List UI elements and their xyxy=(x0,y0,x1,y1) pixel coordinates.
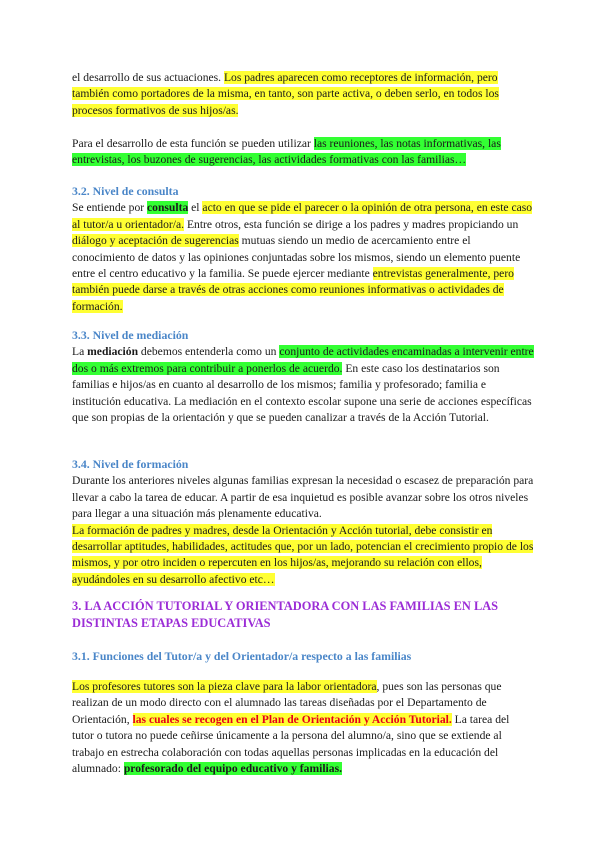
highlight-green: las reuniones, las notas informativas, las entrevistas, los buzones de sugerencias, las actividades formativas con las familias… xyxy=(72,137,501,167)
text: , pues son las personas que realizan de un modo directo con el alumnado las tareas diseñadas por el Departamento de Orientación, xyxy=(72,680,502,726)
text: La xyxy=(72,345,88,359)
section-heading: 3.1. Funciones del Tutor/a y del Orientador/a respecto a las familias xyxy=(72,649,412,663)
text: Se entiende por xyxy=(72,201,148,215)
section-heading: 3.4. Nivel de formación xyxy=(72,457,189,471)
section-heading: 3.2. Nivel de consulta xyxy=(72,184,179,198)
highlight-green: conjunto de actividades encaminadas a intervenir entre dos o más extremos para contribuir a ponerlos de acuerdo. xyxy=(72,345,534,375)
highlight-yellow: diálogo y aceptación de sugerencias xyxy=(72,234,239,248)
text: Para el desarrollo de esta función se pueden utilizar xyxy=(72,137,314,150)
text: Durante los anteriores niveles algunas familias expresan la necesidad o escasez de preparación para llevar a cabo la tarea de educar. A partir de esa inquietud es posible avanzar sobre los otros niveles para llegar a una situación más plenamente educativa. xyxy=(72,474,534,521)
highlight-yellow: La formación de padres y madres, desde la Orientación y Acción tutorial, debe consistir en desarrollar aptitudes, habilidades, actitudes que, por un lado, potencian el crecimiento propio de los mismos, y por otro inciden o repercuten en los hijos/as, mejorando su relación con ellos, ayudándoles en su desarrollo afectivo etc… xyxy=(72,523,534,586)
highlight-yellow: acto en que se pide el parecer o la opinión de otra persona, en este caso al tutor/a u orientador/a. xyxy=(72,201,533,231)
text: Entre otros, esta función se dirige a los padres y madres propiciando un xyxy=(184,217,519,231)
text: debemos entenderla como un xyxy=(138,345,280,359)
term-mediacion: mediación xyxy=(87,345,139,359)
section-3-2 xyxy=(72,183,534,315)
section-3-3 xyxy=(72,327,534,426)
text: La tarea del tutor o tutora no puede ceñirse únicamente a la persona del alumno/a, sino que se extiende al trabajo en estrecha colaboración con todas aquellas personas implicadas en la educación del alumnado: xyxy=(72,712,510,776)
section-3-1-body xyxy=(72,679,534,777)
section-3 xyxy=(72,598,534,632)
term-consulta: consulta xyxy=(147,201,189,215)
paragraph-funcion xyxy=(72,136,534,169)
highlight-red-bold: las cuales se recogen en el Plan de Orientación y Acción Tutorial. xyxy=(132,712,452,726)
highlight-yellow: Los profesores tutores son la pieza clave para la labor orientadora xyxy=(72,680,377,693)
highlight-yellow: entrevistas generalmente, pero también puede darse a través de otras acciones como reuniones informativas o actividades de formación. xyxy=(72,267,514,313)
text: el desarrollo de sus actuaciones. xyxy=(72,71,224,84)
text: el xyxy=(188,201,203,215)
highlight-green-bold: profesorado del equipo educativo y familias. xyxy=(123,762,342,776)
paragraph-receptores xyxy=(72,70,534,119)
text: En este caso los destinatarios son familias e hijos/as en cuanto al desarrollo de los mismos; familia y profesorado; familia e institución educativa. La mediación en el contexto escolar supone una serie de acciones específicas que son propias de la orientación y que se pueden canalizar a través de la Acción Tutorial. xyxy=(72,361,532,425)
section-3-4 xyxy=(72,456,534,588)
section-3-1-heading xyxy=(72,648,534,664)
text: mutuas siendo un medio de acercamiento entre el conocimiento de datos y las opiniones conjuntadas sobre los mismos, siendo un elemento puente entre el centro educativo y la familia. Se puede ejercer mediante xyxy=(72,234,521,281)
chapter-heading: 3. LA ACCIÓN TUTORIAL Y ORIENTADORA CON LAS FAMILIAS EN LAS DISTINTAS ETAPAS EDUCATIVAS xyxy=(72,599,499,630)
section-heading: 3.3. Nivel de mediación xyxy=(72,328,189,342)
highlight-yellow: Los padres aparecen como receptores de información, pero también como portadores de la misma, en tanto, son parte activa, o deben serlo, en todos los procesos formativos de sus hijos/as. xyxy=(72,71,499,117)
